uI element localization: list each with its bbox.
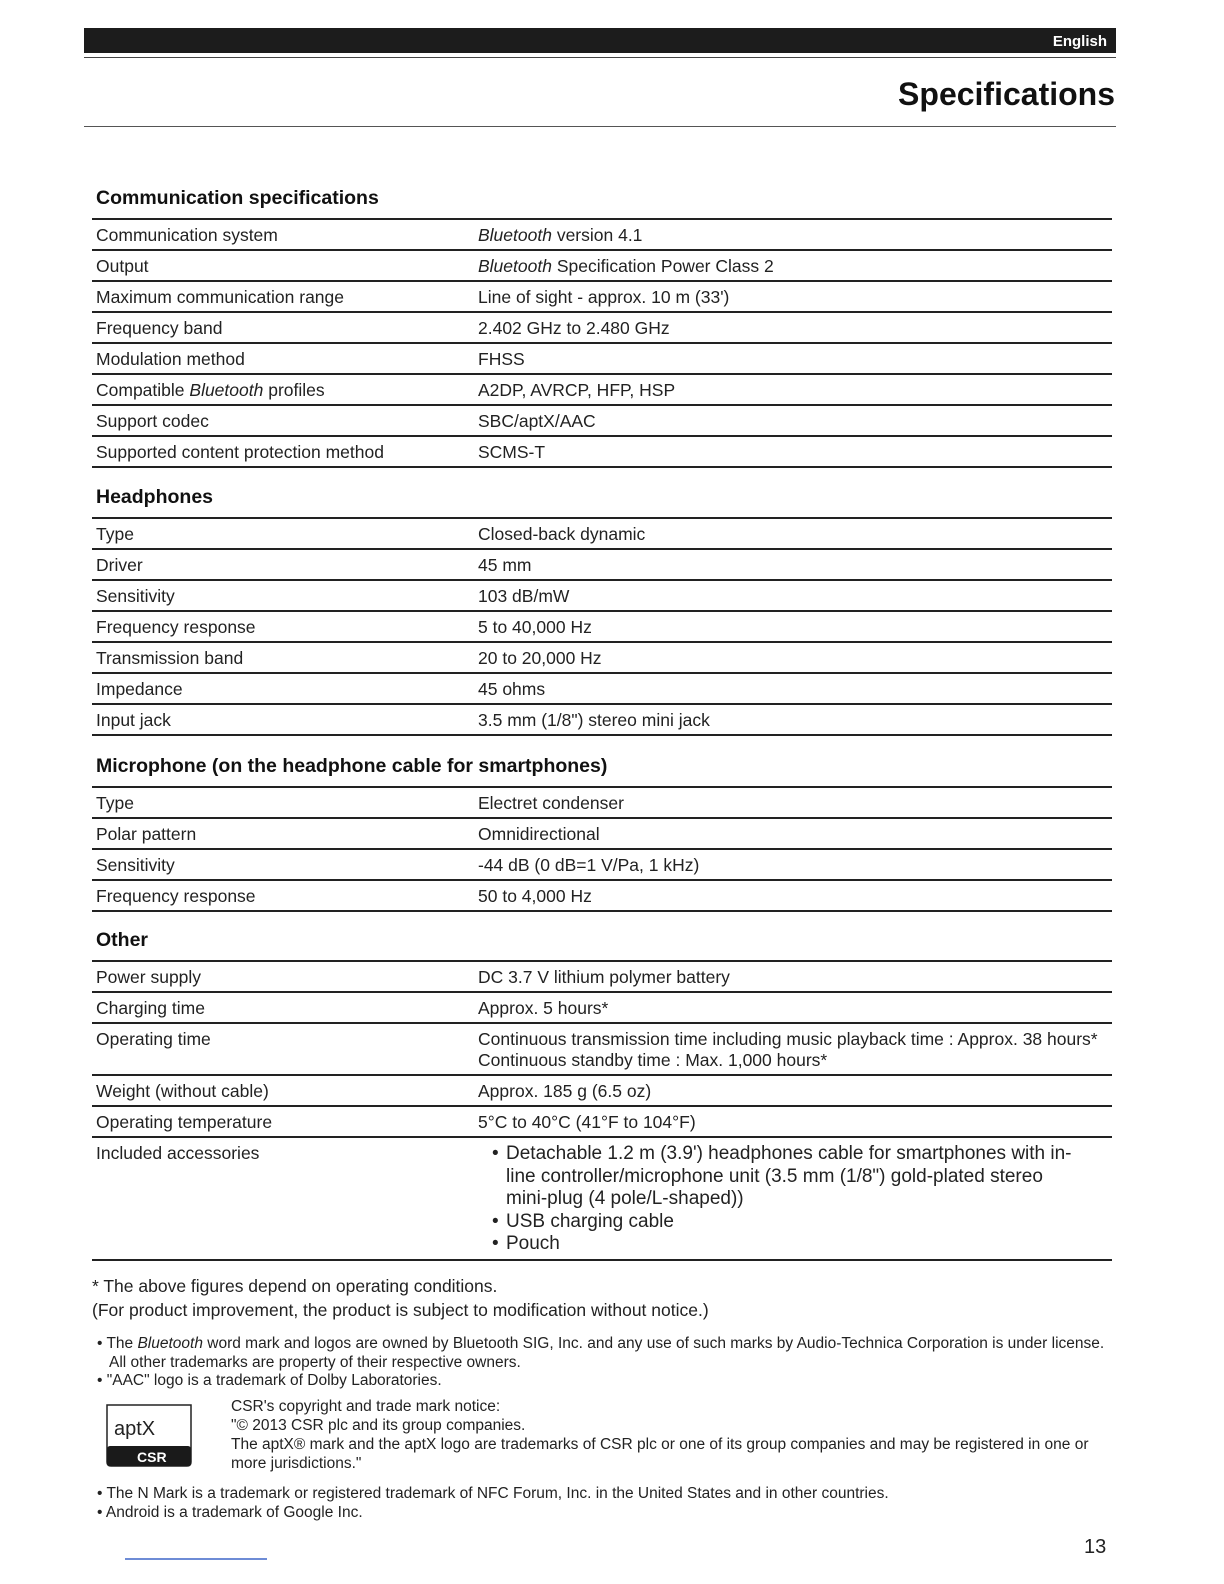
spec-value: Approx. 185 g (6.5 oz) (474, 1075, 1112, 1106)
spec-label: Impedance (92, 673, 474, 704)
spec-value: Closed-back dynamic (474, 518, 1112, 549)
spec-value: A2DP, AVRCP, HFP, HSP (474, 374, 1112, 405)
spec-label: Support codec (92, 405, 474, 436)
table-row (92, 549, 1112, 580)
spec-value: 5 to 40,000 Hz (474, 611, 1112, 642)
table-row (92, 1137, 1112, 1260)
spec-value-line: Continuous transmission time including music playback time : Approx. 38 hours* (478, 1029, 1098, 1049)
csr-line: "© 2013 CSR plc and its group companies. (231, 1417, 526, 1434)
trademark-aac: • "AAC" logo is a trademark of Dolby Laboratories. (92, 1372, 1122, 1391)
spec-value: Omnidirectional (474, 818, 1112, 849)
spec-label: Type (92, 518, 474, 549)
table-row (92, 849, 1112, 880)
table-row (92, 611, 1112, 642)
spec-label: Driver (92, 549, 474, 580)
spec-label: Supported content protection method (92, 436, 474, 467)
logo-top-text: aptX (114, 1418, 156, 1440)
spec-value: -44 dB (0 dB=1 V/Pa, 1 kHz) (474, 849, 1112, 880)
spec-label: Communication system (92, 219, 474, 250)
spec-label: Frequency response (92, 880, 474, 911)
section-microphone (92, 755, 1112, 912)
footnote-asterisk: * The above figures depend on operating conditions. (92, 1276, 498, 1296)
spec-value: Approx. 5 hours* (474, 992, 1112, 1023)
aptx-logo-icon (104, 1404, 194, 1468)
language-label: English (1052, 33, 1107, 50)
spec-label: Input jack (92, 704, 474, 735)
spec-value: SCMS-T (474, 436, 1112, 467)
spec-label: Operating temperature (92, 1106, 474, 1137)
trademark-bluetooth: • The Bluetooth word mark and logos are owned by Bluetooth SIG, Inc. and any use of such marks by Audio-Technica Corporation is under license. All other trademarks are property of their respective owners. (92, 1335, 1122, 1372)
spec-label: Compatible Bluetooth profiles (92, 374, 474, 405)
spec-value: Line of sight - approx. 10 m (33') (474, 281, 1112, 312)
csr-notice (231, 1397, 1091, 1473)
table-row (92, 281, 1112, 312)
spec-label: Type (92, 787, 474, 818)
spec-label: Transmission band (92, 642, 474, 673)
list-item: • Detachable 1.2 m (3.9') headphones cable for smartphones with in-line controller/microphone unit (3.5 mm (1/8") gold-plated stereo mini-plug (4 pole/L-shaped)) (506, 1143, 1082, 1211)
list-item: • USB charging cable (506, 1211, 1082, 1234)
table-row (92, 642, 1112, 673)
section-title: Headphones (96, 486, 214, 508)
csr-line: The aptX® mark and the aptX logo are trademarks of CSR plc or one of its group companies and may be registered in one or more jurisdictions." (231, 1436, 1089, 1472)
aptx-csr-logo (104, 1404, 194, 1468)
spec-label: Sensitivity (92, 849, 474, 880)
section-communication (92, 187, 1112, 468)
table-row (92, 880, 1112, 911)
table-row (92, 704, 1112, 735)
table-row (92, 787, 1112, 818)
spec-label: Power supply (92, 961, 474, 992)
spec-label: Modulation method (92, 343, 474, 374)
page-number: 13 (1084, 1536, 1107, 1558)
table-row (92, 818, 1112, 849)
spec-value: 45 mm (474, 549, 1112, 580)
spec-value: SBC/aptX/AAC (474, 405, 1112, 436)
table-row (92, 436, 1112, 467)
spec-value: 45 ohms (474, 673, 1112, 704)
section-title: Microphone (on the headphone cable for smartphones) (96, 755, 608, 777)
spec-label: Polar pattern (92, 818, 474, 849)
table-row (92, 580, 1112, 611)
logo-bottom-text: CSR (137, 1449, 167, 1465)
footnotes (92, 1274, 709, 1322)
table-row (92, 518, 1112, 549)
spec-value (474, 1137, 1112, 1260)
footnote-improvement: (For product improvement, the product is subject to modification without notice.) (92, 1300, 709, 1320)
csr-line: CSR's copyright and trade mark notice: (231, 1398, 501, 1415)
table-row (92, 673, 1112, 704)
table-row (92, 961, 1112, 992)
table-row (92, 1023, 1112, 1075)
trademark-android: • Android is a trademark of Google Inc. (92, 1504, 1122, 1523)
spec-value: 2.402 GHz to 2.480 GHz (474, 312, 1112, 343)
trademark-notes-lower (92, 1485, 1122, 1522)
spec-label: Operating time (92, 1023, 474, 1075)
spec-value: 103 dB/mW (474, 580, 1112, 611)
section-headphones (92, 486, 1112, 736)
spec-value-line: Continuous standby time : Max. 1,000 hours* (478, 1050, 828, 1070)
accessories-list (492, 1143, 1082, 1256)
spec-value: Bluetooth version 4.1 (474, 219, 1112, 250)
spec-table-microphone (92, 786, 1112, 912)
page-title: Specifications (898, 76, 1115, 112)
section-other (92, 929, 1112, 1261)
spec-value: 50 to 4,000 Hz (474, 880, 1112, 911)
trademark-nfc: • The N Mark is a trademark or registered trademark of NFC Forum, Inc. in the United States and in other countries. (92, 1485, 1122, 1504)
spec-label: Output (92, 250, 474, 281)
spec-label: Included accessories (92, 1137, 474, 1260)
table-row (92, 312, 1112, 343)
table-row (92, 219, 1112, 250)
spec-table-communication (92, 218, 1112, 468)
spec-value: DC 3.7 V lithium polymer battery (474, 961, 1112, 992)
table-row (92, 405, 1112, 436)
spec-label: Frequency band (92, 312, 474, 343)
spec-value: Electret condenser (474, 787, 1112, 818)
table-row (92, 992, 1112, 1023)
title-divider (84, 126, 1116, 127)
header-rule (84, 57, 1116, 58)
table-row (92, 1106, 1112, 1137)
list-item: • Pouch (506, 1233, 1082, 1256)
header-bar (84, 28, 1116, 53)
spec-table-other (92, 960, 1112, 1261)
table-row (92, 343, 1112, 374)
table-row (92, 250, 1112, 281)
spec-value: 20 to 20,000 Hz (474, 642, 1112, 673)
table-row (92, 1075, 1112, 1106)
table-row (92, 374, 1112, 405)
spec-value: Bluetooth Specification Power Class 2 (474, 250, 1112, 281)
spec-label: Maximum communication range (92, 281, 474, 312)
spec-table-headphones (92, 517, 1112, 736)
section-title: Other (96, 929, 149, 951)
trademark-notes (92, 1335, 1122, 1391)
spec-value: FHSS (474, 343, 1112, 374)
spec-value: 5°C to 40°C (41°F to 104°F) (474, 1106, 1112, 1137)
spec-value: 3.5 mm (1/8") stereo mini jack (474, 704, 1112, 735)
scan-mark (125, 1558, 267, 1560)
spec-label: Weight (without cable) (92, 1075, 474, 1106)
spec-value (474, 1023, 1112, 1075)
spec-label: Charging time (92, 992, 474, 1023)
section-title: Communication specifications (96, 187, 379, 209)
spec-label: Frequency response (92, 611, 474, 642)
spec-label: Sensitivity (92, 580, 474, 611)
